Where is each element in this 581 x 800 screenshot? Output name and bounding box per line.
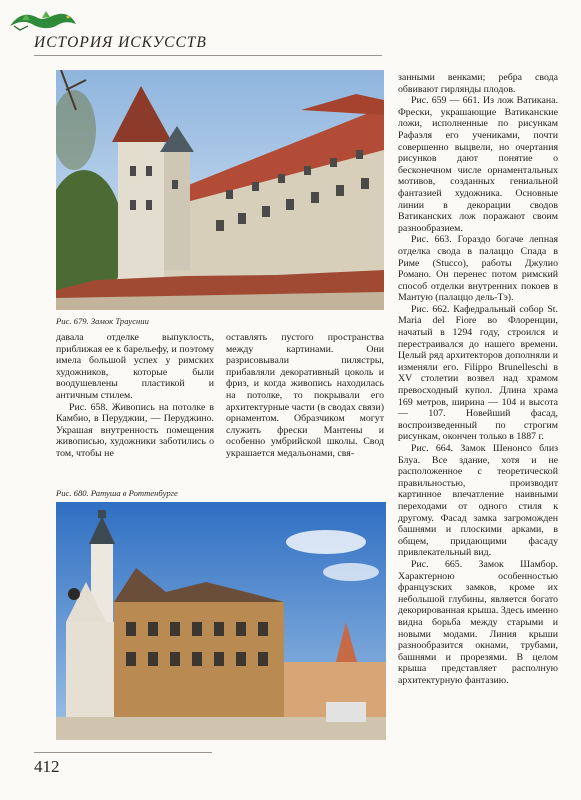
text-column-left: [56, 332, 214, 460]
header-divider: [34, 55, 382, 56]
paragraph: Рис. 663. Гораздо богаче лепная отделка свода в палаццо Спада в Риме (Stucco), работы Джулио Романо. Он перенес потом римский способ отделки внутренних покоев в Мантую (палаццо дель-Тэ).: [398, 234, 558, 304]
figure-680-photo: [56, 502, 386, 740]
page-number: 412: [34, 757, 60, 776]
figure-679-photo: [56, 70, 384, 310]
text-column-middle: [226, 332, 384, 460]
running-header: ИСТОРИЯ ИСКУССТВ: [34, 34, 207, 51]
paragraph: Рис. 664. Замок Шенонсо близ Блуа. Все здание, хотя и не расположенное с теоретической правильностью, производит картинное впечатление наивными переходами от одного стиля к другому. Фасад замка загроможден башнями и плоскими арками, в общем, придающими фасаду привлекательный вид.: [398, 443, 558, 559]
paragraph: давала отделке выпуклость, приближая ее к барельефу, и поэтому имела большой успех у римских художников, которые были воодушевлены пластикой и античным стилем.: [56, 332, 214, 401]
paragraph: Рис. 659 — 661. Из лож Ватикана. Фрески, украшающие Ватиканские ложи, исполненные по рисункам Рафаэля его учениками, почти совершенно выцвели, но очертания рисунков дают понятие о бесконечном числе орнаментальных мотивов, созданных гениальной фантазией художника. Основные линии в декорации сводов Ватиканских лож поражают своим разнообразием.: [398, 95, 558, 234]
paragraph: оставлять пустого пространства между картинами. Они разрисовывали пилястры, прибавляли декоративный цоколь и фриз, и когда живопись находилась на потолке, то покрывали его архитектурные части (в сводах связи) орнаментом. Образчиком могут служить фрески Мантены и особенно умбрийской школы. Свод украшается медальонами, свя-: [226, 332, 384, 459]
header-ornament-icon: [8, 8, 78, 32]
paragraph: Рис. 665. Замок Шамбор. Характерною особенностью французских замков, кроме их небольшой глубины, является богато декорированная крыша. Здесь именно видна борьба между старыми и новыми модами. Линия крыши разнообразится окнами, трубами, башнями и прорезями. В целом крыша представляет располную архитектурную фантазию.: [398, 558, 558, 686]
paragraph: Рис. 658. Живопись на потолке в Камбио, в Перуджии, — Перуджино. Украшая внутренность помещения живописью, художники заботились о том, чтобы не: [56, 401, 214, 459]
footer-divider: [34, 752, 212, 753]
paragraph: Рис. 662. Кафедральный собор St. Maria del Fiore во Флоренции, начатый в 1294 году, строился и перестраивался до нашего времени. Целый ряд архитекторов дополняли и изменяли его. Filippo Brunelleschi в XV столетии возвел над храмом превосходный купол. Длина храма 169 метров, ширина — 104 и высота — 107. Новейший фасад, воспроизведенный по строгим рисункам, окончен только в 1887 г.: [398, 303, 558, 443]
figure-679-caption: Рис. 679. Замок Трауснии: [56, 316, 149, 326]
figure-680-caption: Рис. 680. Ратуша в Роттенбурге: [56, 488, 178, 498]
text-column-right: [398, 72, 558, 686]
paragraph: занными венками; ребра свода обвивают гирлянды плодов.: [398, 72, 558, 95]
